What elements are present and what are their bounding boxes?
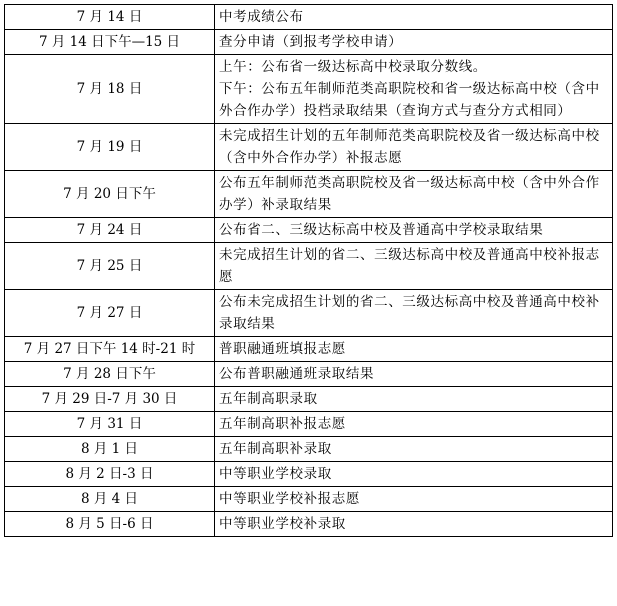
- schedule-date-cell: 7 月 18 日: [5, 55, 215, 124]
- table-row: [5, 462, 613, 487]
- schedule-event-text: 未完成招生计划的五年制师范类高职院校及省一级达标高中校（含中外合作办学）补报志愿: [219, 128, 600, 166]
- schedule-date-cell: 7 月 25 日: [5, 243, 215, 290]
- table-row: [5, 55, 613, 124]
- table-row: [5, 362, 613, 387]
- schedule-event-cell: [215, 171, 613, 218]
- schedule-event-text: 中等职业学校补录取: [219, 516, 346, 532]
- schedule-event-text: 中考成绩公布: [219, 9, 304, 25]
- schedule-date-cell: 7 月 14 日: [5, 5, 215, 30]
- table-row: [5, 437, 613, 462]
- schedule-date-cell: 7 月 27 日: [5, 290, 215, 337]
- schedule-date-cell: 7 月 19 日: [5, 124, 215, 171]
- schedule-event-cell: [215, 362, 613, 387]
- schedule-event-text: 五年制高职录取: [219, 391, 318, 407]
- schedule-date-cell: 7 月 24 日: [5, 218, 215, 243]
- schedule-date-cell: 7 月 27 日下午 14 时-21 时: [5, 337, 215, 362]
- schedule-date-cell: 7 月 29 日-7 月 30 日: [5, 387, 215, 412]
- schedule-event-text: 中等职业学校录取: [219, 466, 332, 482]
- schedule-event-text: 中等职业学校补报志愿: [219, 491, 360, 507]
- schedule-event-text: 上午：公布省一级达标高中校录取分数线。: [219, 59, 487, 75]
- schedule-event-cell: [215, 437, 613, 462]
- schedule-date-cell: 7 月 14 日下午—15 日: [5, 30, 215, 55]
- admission-schedule-table: [4, 4, 613, 537]
- schedule-event-text: 未完成招生计划的省二、三级达标高中校及普通高中校补报志愿: [219, 247, 600, 285]
- schedule-event-cell: [215, 218, 613, 243]
- schedule-event-text: 查分申请（到报考学校申请）: [219, 34, 403, 50]
- schedule-event-cell: [215, 387, 613, 412]
- schedule-event-cell: [215, 462, 613, 487]
- schedule-date-cell: 8 月 2 日-3 日: [5, 462, 215, 487]
- schedule-event-text: 公布五年制师范类高职院校及省一级达标高中校（含中外合作办学）补录取结果: [219, 175, 600, 213]
- table-row: [5, 290, 613, 337]
- table-row: [5, 412, 613, 437]
- table-row: [5, 124, 613, 171]
- schedule-event-text: 五年制高职补录取: [219, 441, 332, 457]
- schedule-date-cell: 8 月 1 日: [5, 437, 215, 462]
- table-row: [5, 387, 613, 412]
- schedule-date-cell: 7 月 31 日: [5, 412, 215, 437]
- table-row: [5, 487, 613, 512]
- schedule-event-text: 五年制高职补报志愿: [219, 416, 346, 432]
- table-row: [5, 337, 613, 362]
- schedule-event-text: 普职融通班填报志愿: [219, 341, 346, 357]
- schedule-date-cell: 8 月 4 日: [5, 487, 215, 512]
- schedule-event-cell: [215, 55, 613, 124]
- schedule-event-cell: [215, 487, 613, 512]
- schedule-event-cell: [215, 30, 613, 55]
- schedule-event-cell: [215, 243, 613, 290]
- schedule-event-cell: [215, 290, 613, 337]
- schedule-event-cell: [215, 5, 613, 30]
- schedule-event-text: 公布省二、三级达标高中校及普通高中学校录取结果: [219, 222, 544, 238]
- table-row: [5, 5, 613, 30]
- table-row: [5, 30, 613, 55]
- schedule-event-cell: [215, 337, 613, 362]
- schedule-event-cell: [215, 124, 613, 171]
- table-row: [5, 243, 613, 290]
- schedule-event-text: 下午：公布五年制师范类高职院校和省一级达标高中校（含中外合作办学）投档录取结果（查询方式与查分方式相同）: [219, 81, 600, 119]
- table-row: [5, 171, 613, 218]
- table-row: [5, 218, 613, 243]
- schedule-date-cell: 7 月 20 日下午: [5, 171, 215, 218]
- table-row: [5, 512, 613, 537]
- schedule-event-text: 公布普职融通班录取结果: [219, 366, 375, 382]
- schedule-date-cell: 8 月 5 日-6 日: [5, 512, 215, 537]
- schedule-event-cell: [215, 412, 613, 437]
- schedule-date-cell: 7 月 28 日下午: [5, 362, 215, 387]
- schedule-body: [5, 5, 613, 537]
- schedule-event-text: 公布未完成招生计划的省二、三级达标高中校及普通高中校补录取结果: [219, 294, 600, 332]
- schedule-event-cell: [215, 512, 613, 537]
